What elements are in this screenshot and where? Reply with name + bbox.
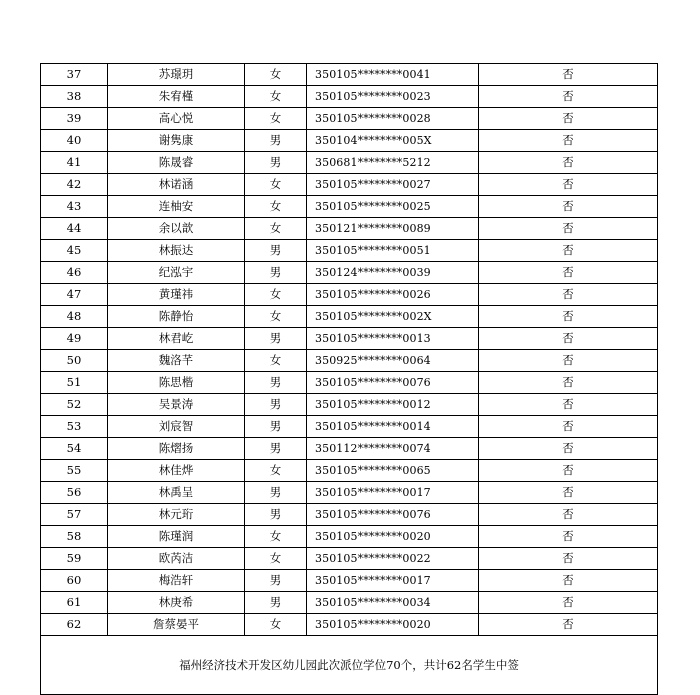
table-row <box>41 416 658 438</box>
cell-gender: 男 <box>245 130 307 152</box>
cell-gender: 男 <box>245 504 307 526</box>
cell-name: 林诺涵 <box>108 174 245 196</box>
cell-flag: 否 <box>479 460 658 482</box>
table-row <box>41 262 658 284</box>
table-row <box>41 482 658 504</box>
table-row <box>41 328 658 350</box>
cell-number: 49 <box>41 328 108 350</box>
cell-name: 林振达 <box>108 240 245 262</box>
cell-id-number: 350105********0020 <box>307 614 479 636</box>
cell-gender: 女 <box>245 614 307 636</box>
cell-id-number: 350105********0028 <box>307 108 479 130</box>
cell-id-number: 350105********0026 <box>307 284 479 306</box>
table-row <box>41 108 658 130</box>
cell-number: 47 <box>41 284 108 306</box>
cell-flag: 否 <box>479 614 658 636</box>
cell-flag: 否 <box>479 86 658 108</box>
cell-gender: 男 <box>245 240 307 262</box>
cell-gender: 女 <box>245 218 307 240</box>
cell-gender: 女 <box>245 108 307 130</box>
table-row <box>41 526 658 548</box>
cell-flag: 否 <box>479 328 658 350</box>
table-row <box>41 86 658 108</box>
table-row <box>41 438 658 460</box>
cell-number: 43 <box>41 196 108 218</box>
cell-gender: 女 <box>245 284 307 306</box>
cell-id-number: 350105********0017 <box>307 482 479 504</box>
table-row <box>41 306 658 328</box>
cell-number: 48 <box>41 306 108 328</box>
cell-flag: 否 <box>479 262 658 284</box>
cell-number: 38 <box>41 86 108 108</box>
cell-number: 44 <box>41 218 108 240</box>
cell-name: 纪泓宇 <box>108 262 245 284</box>
cell-name: 陈静怡 <box>108 306 245 328</box>
cell-number: 56 <box>41 482 108 504</box>
cell-gender: 男 <box>245 592 307 614</box>
table-row <box>41 152 658 174</box>
cell-number: 41 <box>41 152 108 174</box>
table-row <box>41 130 658 152</box>
cell-name: 苏璟玥 <box>108 64 245 86</box>
cell-flag: 否 <box>479 174 658 196</box>
cell-flag: 否 <box>479 130 658 152</box>
cell-name: 吴景涛 <box>108 394 245 416</box>
cell-gender: 男 <box>245 416 307 438</box>
cell-flag: 否 <box>479 108 658 130</box>
cell-flag: 否 <box>479 526 658 548</box>
cell-name: 魏洛芊 <box>108 350 245 372</box>
cell-number: 57 <box>41 504 108 526</box>
cell-id-number: 350105********0041 <box>307 64 479 86</box>
cell-flag: 否 <box>479 416 658 438</box>
table-row <box>41 372 658 394</box>
table-row <box>41 196 658 218</box>
cell-name: 林元珩 <box>108 504 245 526</box>
cell-flag: 否 <box>479 284 658 306</box>
footnote-row <box>41 636 658 695</box>
table-row <box>41 570 658 592</box>
cell-number: 58 <box>41 526 108 548</box>
cell-number: 60 <box>41 570 108 592</box>
cell-flag: 否 <box>479 592 658 614</box>
cell-name: 连柚安 <box>108 196 245 218</box>
cell-flag: 否 <box>479 548 658 570</box>
cell-id-number: 350112********0074 <box>307 438 479 460</box>
cell-gender: 女 <box>245 174 307 196</box>
cell-name: 陈思楷 <box>108 372 245 394</box>
cell-flag: 否 <box>479 504 658 526</box>
lottery-result-table <box>40 63 658 695</box>
cell-number: 50 <box>41 350 108 372</box>
cell-gender: 男 <box>245 570 307 592</box>
cell-name: 林佳烨 <box>108 460 245 482</box>
cell-gender: 女 <box>245 306 307 328</box>
cell-name: 陈熠扬 <box>108 438 245 460</box>
cell-number: 46 <box>41 262 108 284</box>
cell-gender: 女 <box>245 196 307 218</box>
cell-flag: 否 <box>479 482 658 504</box>
cell-flag: 否 <box>479 306 658 328</box>
cell-id-number: 350124********0039 <box>307 262 479 284</box>
cell-flag: 否 <box>479 350 658 372</box>
cell-name: 詹蔡晏平 <box>108 614 245 636</box>
cell-id-number: 350105********0012 <box>307 394 479 416</box>
cell-flag: 否 <box>479 394 658 416</box>
document-page <box>40 63 657 695</box>
cell-name: 高心悦 <box>108 108 245 130</box>
cell-id-number: 350105********0014 <box>307 416 479 438</box>
cell-gender: 男 <box>245 262 307 284</box>
cell-id-number: 350104********005X <box>307 130 479 152</box>
cell-id-number: 350105********0076 <box>307 372 479 394</box>
cell-number: 54 <box>41 438 108 460</box>
cell-name: 陈晟睿 <box>108 152 245 174</box>
table-row <box>41 240 658 262</box>
table-row <box>41 460 658 482</box>
cell-id-number: 350121********0089 <box>307 218 479 240</box>
table-row <box>41 174 658 196</box>
cell-gender: 男 <box>245 394 307 416</box>
cell-id-number: 350105********0034 <box>307 592 479 614</box>
table-row <box>41 284 658 306</box>
cell-flag: 否 <box>479 152 658 174</box>
table-row <box>41 614 658 636</box>
cell-id-number: 350105********0013 <box>307 328 479 350</box>
cell-flag: 否 <box>479 372 658 394</box>
cell-gender: 女 <box>245 86 307 108</box>
cell-gender: 女 <box>245 350 307 372</box>
cell-number: 37 <box>41 64 108 86</box>
cell-id-number: 350105********0065 <box>307 460 479 482</box>
cell-number: 62 <box>41 614 108 636</box>
cell-flag: 否 <box>479 570 658 592</box>
cell-number: 40 <box>41 130 108 152</box>
cell-gender: 女 <box>245 460 307 482</box>
cell-number: 52 <box>41 394 108 416</box>
cell-flag: 否 <box>479 196 658 218</box>
table-row <box>41 548 658 570</box>
cell-name: 林禹呈 <box>108 482 245 504</box>
table-row <box>41 350 658 372</box>
cell-id-number: 350105********0017 <box>307 570 479 592</box>
table-row <box>41 394 658 416</box>
cell-gender: 男 <box>245 438 307 460</box>
table-row <box>41 592 658 614</box>
cell-name: 谢隽康 <box>108 130 245 152</box>
cell-id-number: 350105********0020 <box>307 526 479 548</box>
cell-gender: 女 <box>245 548 307 570</box>
cell-number: 59 <box>41 548 108 570</box>
footnote-text: 福州经济技术开发区幼儿园此次派位学位70个，共计62名学生中签 <box>41 636 658 695</box>
cell-name: 欧芮洁 <box>108 548 245 570</box>
cell-name: 余以歆 <box>108 218 245 240</box>
cell-id-number: 350105********002X <box>307 306 479 328</box>
cell-number: 42 <box>41 174 108 196</box>
cell-name: 刘宸智 <box>108 416 245 438</box>
cell-number: 45 <box>41 240 108 262</box>
cell-name: 黄瑾祎 <box>108 284 245 306</box>
cell-flag: 否 <box>479 64 658 86</box>
table-row <box>41 218 658 240</box>
cell-id-number: 350105********0023 <box>307 86 479 108</box>
cell-flag: 否 <box>479 218 658 240</box>
cell-name: 陈瑾润 <box>108 526 245 548</box>
cell-number: 51 <box>41 372 108 394</box>
cell-gender: 男 <box>245 152 307 174</box>
cell-number: 53 <box>41 416 108 438</box>
cell-id-number: 350105********0076 <box>307 504 479 526</box>
table-row <box>41 64 658 86</box>
cell-name: 林庚希 <box>108 592 245 614</box>
table-body <box>41 64 658 695</box>
cell-id-number: 350925********0064 <box>307 350 479 372</box>
cell-flag: 否 <box>479 438 658 460</box>
cell-name: 林君屹 <box>108 328 245 350</box>
cell-flag: 否 <box>479 240 658 262</box>
cell-number: 55 <box>41 460 108 482</box>
cell-name: 梅浩轩 <box>108 570 245 592</box>
cell-gender: 女 <box>245 526 307 548</box>
cell-number: 61 <box>41 592 108 614</box>
cell-id-number: 350105********0025 <box>307 196 479 218</box>
cell-number: 39 <box>41 108 108 130</box>
cell-gender: 男 <box>245 482 307 504</box>
cell-id-number: 350681********5212 <box>307 152 479 174</box>
cell-gender: 男 <box>245 372 307 394</box>
cell-name: 朱宥槿 <box>108 86 245 108</box>
cell-gender: 女 <box>245 64 307 86</box>
cell-id-number: 350105********0022 <box>307 548 479 570</box>
cell-id-number: 350105********0027 <box>307 174 479 196</box>
table-row <box>41 504 658 526</box>
cell-gender: 男 <box>245 328 307 350</box>
cell-id-number: 350105********0051 <box>307 240 479 262</box>
